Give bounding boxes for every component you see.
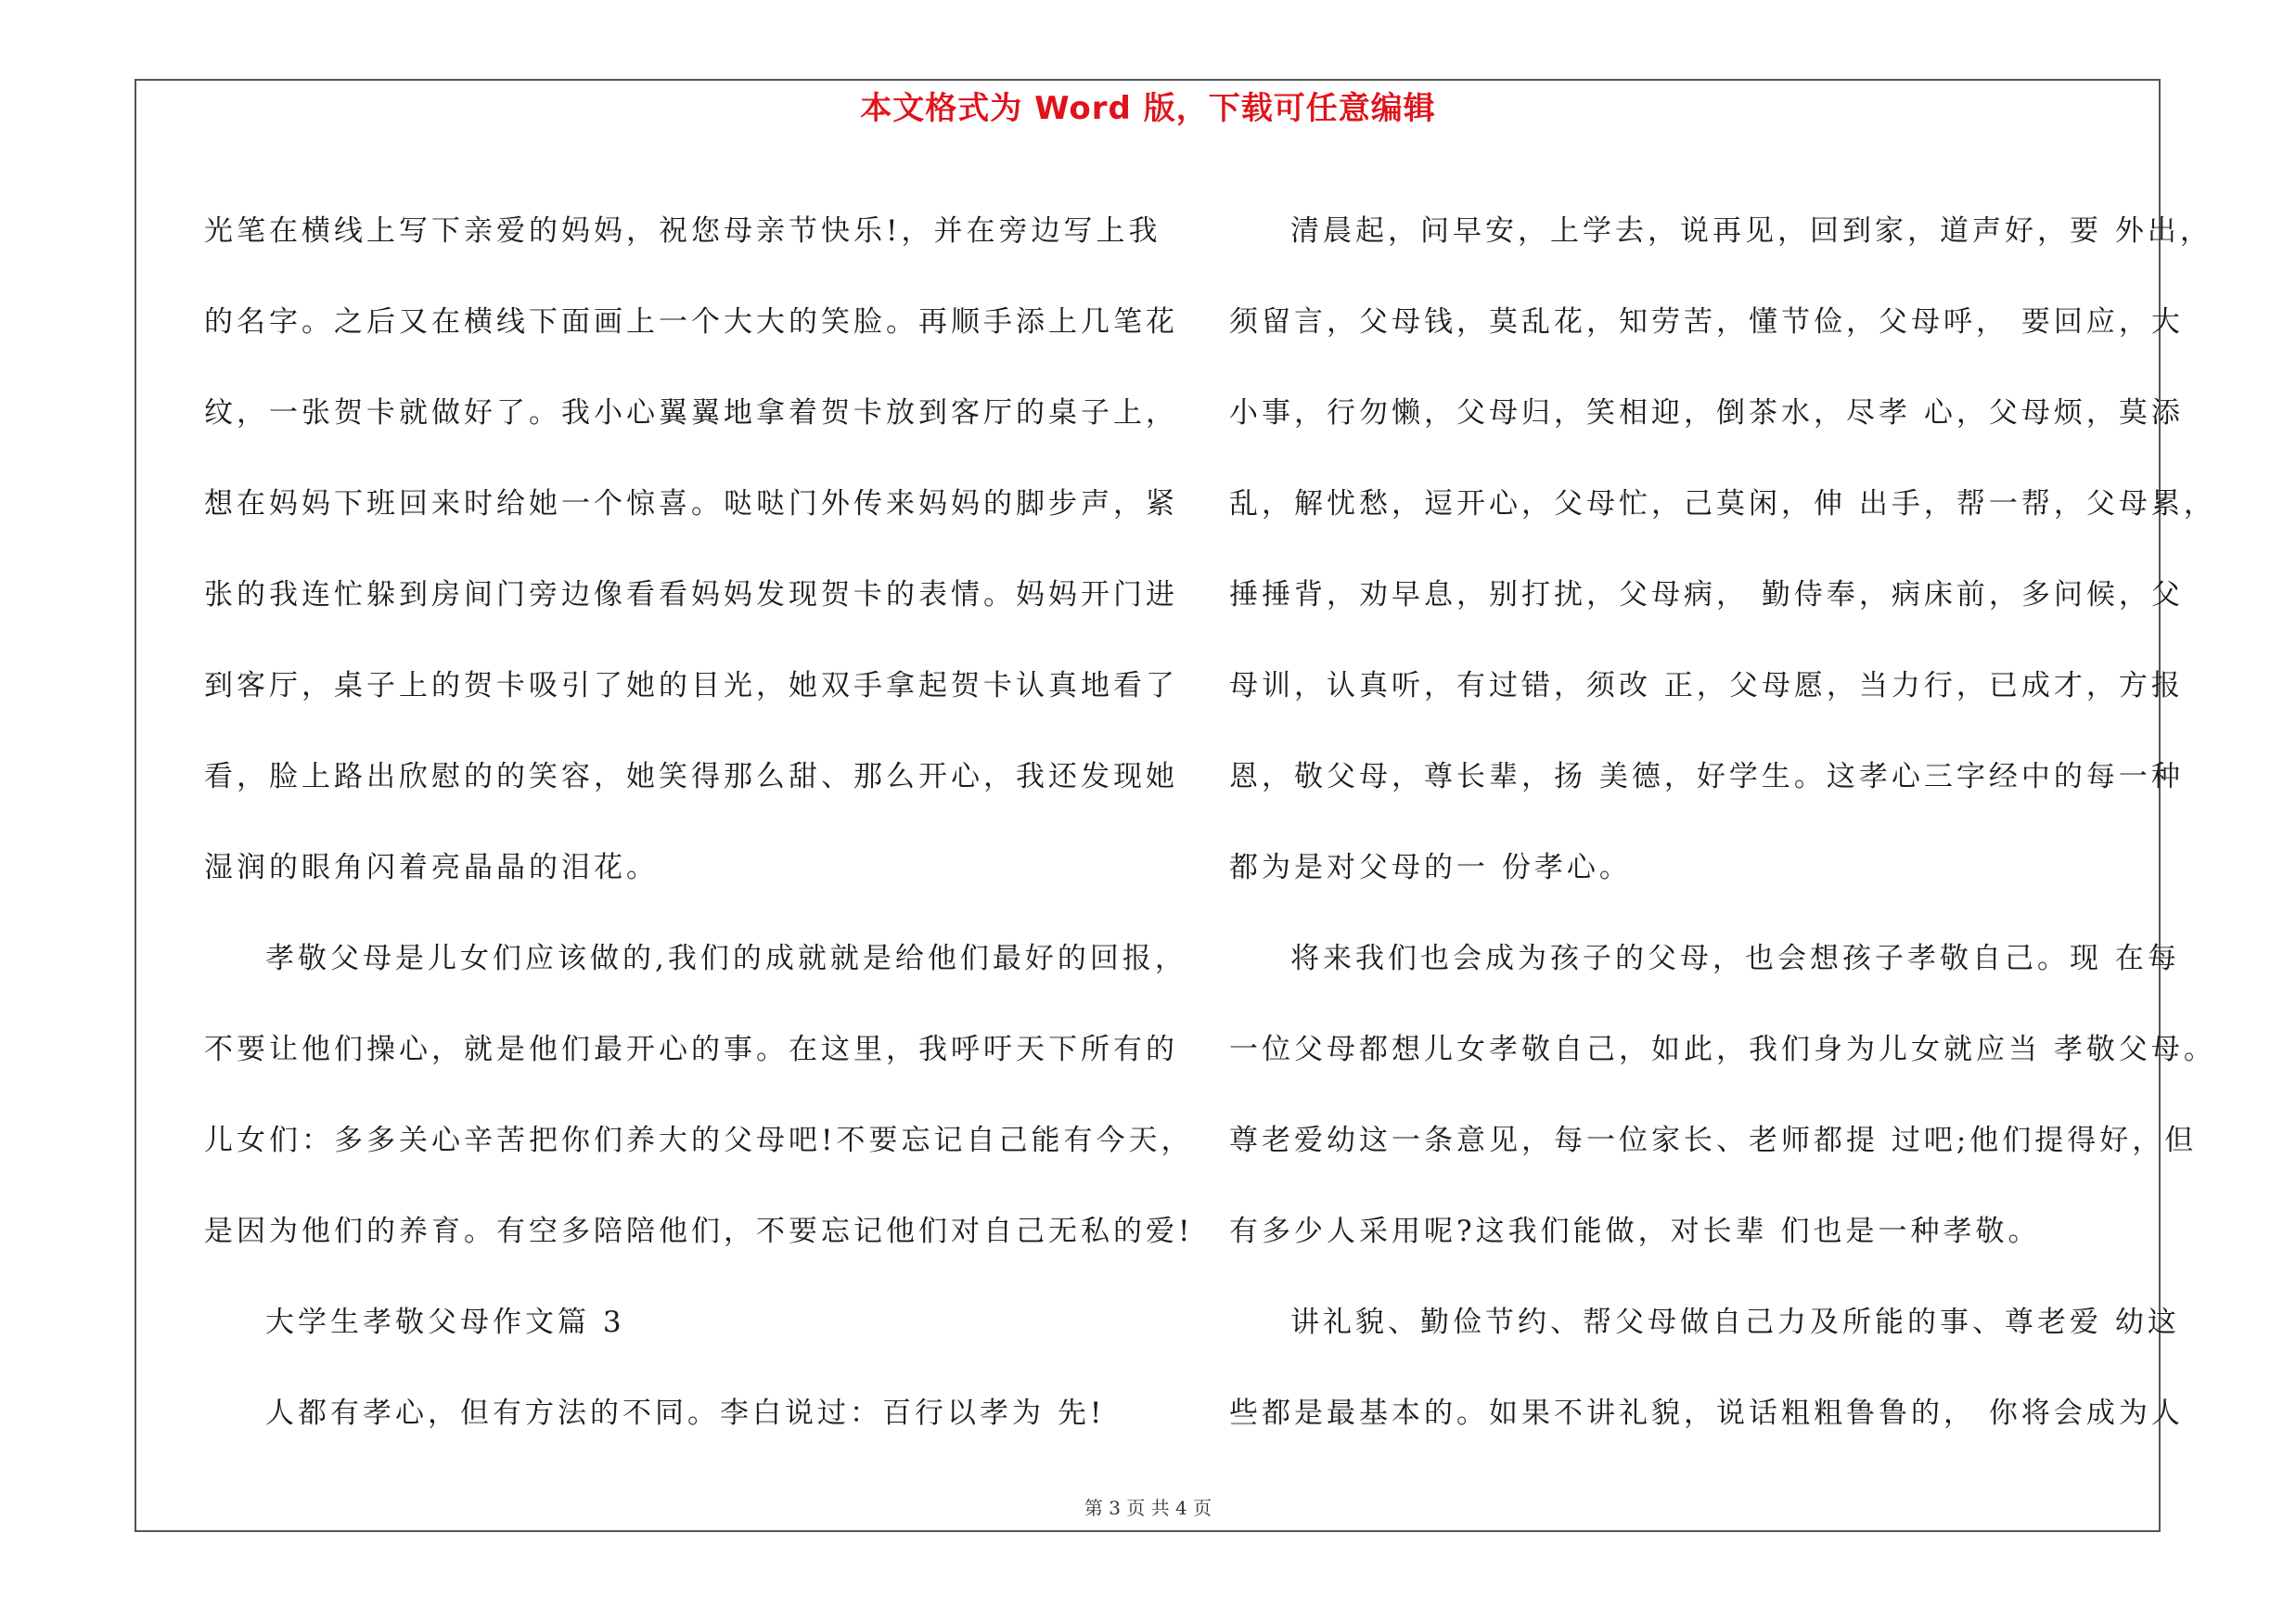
page-number-footer: 第 3 页 共 4 页 <box>1084 1497 1212 1519</box>
text-line: 恩，敬父母，尊长辈，扬 美德，好学生。这孝心三字经中的每一种 <box>1229 760 2184 793</box>
text-line: 将来我们也会成为孩子的父母，也会想孩子孝敬自己。现 在每 <box>1290 942 2180 975</box>
text-line: 张的我连忙躲到房间门旁边像看看妈妈发现贺卡的表情。妈妈开门进 <box>204 578 1178 612</box>
right-text-column <box>1229 186 2216 1459</box>
text-line: 有多少人采用呢?这我们能做，对长辈 们也是一种孝敬。 <box>1229 1215 2041 1248</box>
format-notice-banner: 本文格式为 Word 版，下载可任意编辑 <box>860 90 1436 127</box>
text-line: 孝敬父母是儿女们应该做的,我们的成就就是给他们最好的回报， <box>265 942 1187 975</box>
left-text-column <box>204 186 1194 1459</box>
text-line: 到客厅，桌子上的贺卡吸引了她的目光，她双手拿起贺卡认真地看了 <box>204 669 1178 702</box>
text-line: 不要让他们操心，就是他们最开心的事。在这里，我呼吁天下所有的 <box>204 1033 1178 1066</box>
text-line: 是因为他们的养育。有空多陪陪他们，不要忘记他们对自己无私的爱! <box>204 1215 1194 1248</box>
text-line: 的名字。之后又在横线下面画上一个大大的笑脸。再顺手添上几笔花 <box>204 305 1178 339</box>
text-line: 想在妈妈下班回来时给她一个惊喜。哒哒门外传来妈妈的脚步声，紧 <box>204 487 1178 521</box>
text-line: 捶捶背，劝早息，别打扰，父母病， 勤侍奉，病床前，多问候，父 <box>1229 578 2184 612</box>
text-line: 光笔在横线上写下亲爱的妈妈，祝您母亲节快乐!，并在旁边写上我 <box>204 214 1161 248</box>
text-line: 母训，认真听，有过错，须改 正，父母愿，当力行，已成才，方报 <box>1229 669 2184 702</box>
text-line: 须留言，父母钱，莫乱花，知劳苦，懂节俭，父母呼， 要回应，大 <box>1229 305 2184 339</box>
text-line: 小事，行勿懒，父母归，笑相迎，倒茶水，尽孝 心，父母烦，莫添 <box>1229 396 2184 430</box>
text-line: 讲礼貌、勤俭节约、帮父母做自己力及所能的事、尊老爱 幼这 <box>1290 1306 2180 1339</box>
text-line: 儿女们：多多关心辛苦把你们养大的父母吧!不要忘记自己能有今天， <box>204 1124 1194 1157</box>
text-line: 人都有孝心，但有方法的不同。李白说过：百行以孝为 先! <box>265 1397 1106 1430</box>
text-line: 尊老爱幼这一条意见，每一位家长、老师都提 过吧;他们提得好，但 <box>1229 1124 2198 1157</box>
text-line: 湿润的眼角闪着亮晶晶的泪花。 <box>204 851 659 884</box>
text-line: 乱，解忧愁，逗开心，父母忙，己莫闲，伸 出手，帮一帮，父母累， <box>1229 487 2216 521</box>
text-line: 大学生孝敬父母作文篇 3 <box>265 1306 625 1339</box>
text-line: 清晨起，问早安，上学去，说再见，回到家，道声好，要 外出， <box>1290 214 2213 248</box>
text-line: 些都是最基本的。如果不讲礼貌，说话粗粗鲁鲁的， 你将会成为人 <box>1229 1397 2184 1430</box>
text-line: 都为是对父母的一 份孝心。 <box>1229 851 1632 884</box>
text-line: 看，脸上路出欣慰的的笑容，她笑得那么甜、那么开心，我还发现她 <box>204 760 1178 793</box>
text-line: 纹，一张贺卡就做好了。我小心翼翼地拿着贺卡放到客厅的桌子上， <box>204 396 1178 430</box>
text-line: 一位父母都想儿女孝敬自己，如此，我们身为儿女就应当 孝敬父母。 <box>1229 1033 2216 1066</box>
